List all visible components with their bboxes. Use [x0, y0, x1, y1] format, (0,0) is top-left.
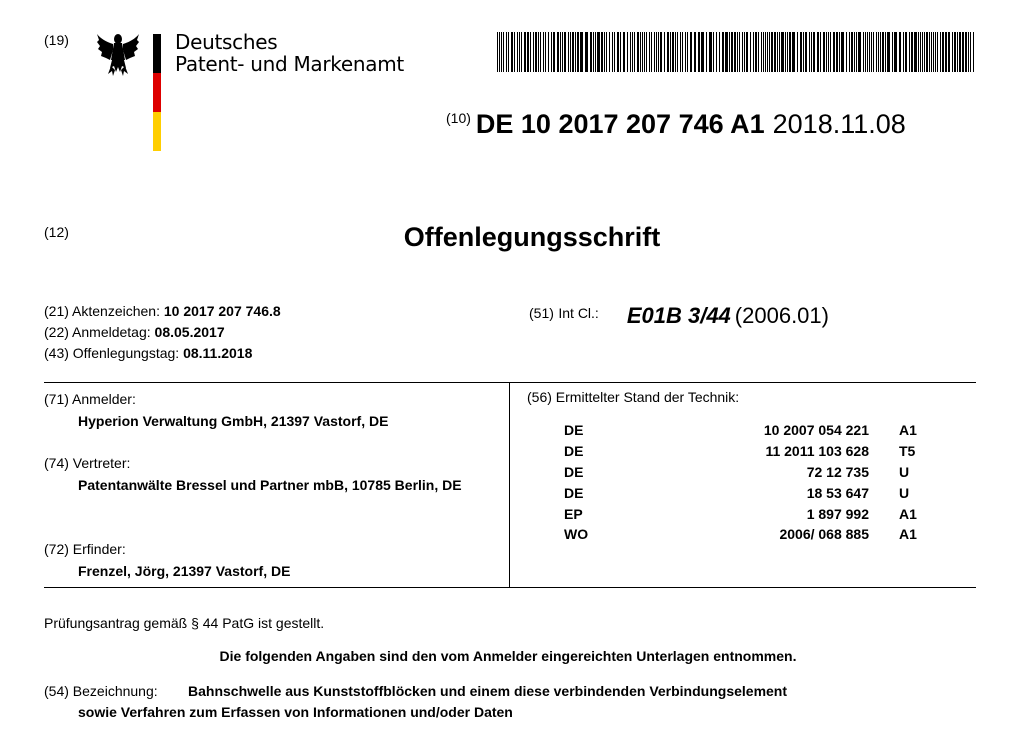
barcode-bar — [809, 32, 810, 72]
barcode-bar — [863, 32, 864, 72]
barcode-bar — [706, 32, 707, 72]
barcode-bar — [750, 32, 751, 72]
barcode-bar — [892, 32, 893, 72]
barcode-bar — [519, 32, 520, 72]
barcode-bar — [800, 32, 802, 72]
office-name-line1: Deutsches — [175, 30, 278, 54]
filing-date-label: Anmeldetag: — [72, 324, 151, 340]
invention-title-line2: sowie Verfahren zum Erfassen von Informationen und/oder Daten — [78, 704, 513, 720]
barcode-bar — [617, 32, 619, 72]
barcode-bar — [922, 32, 923, 72]
barcode-bar — [719, 32, 720, 72]
barcode-bar — [517, 32, 518, 72]
barcode-bar — [670, 32, 671, 72]
barcode-bar — [836, 32, 838, 72]
barcode-bar — [942, 32, 944, 72]
prior-art-number: 18 53 647 — [806, 484, 869, 501]
barcode-bar — [530, 32, 531, 72]
barcode-bar — [865, 32, 866, 72]
ipc-version: (2006.01) — [734, 303, 829, 328]
representative-label: Vertreter: — [72, 455, 131, 471]
barcode-bar — [716, 32, 717, 72]
applicant-notice: Die folgenden Angaben sind den vom Anmelder eingereichten Unterlagen entnommen. — [219, 648, 797, 664]
barcode-bar — [597, 32, 600, 72]
document-type-title: Offenlegungsschrift — [403, 222, 661, 252]
barcode-bar — [649, 32, 650, 72]
barcode-bar — [564, 32, 566, 72]
inid-code-51: (51) — [529, 305, 554, 321]
barcode-bar — [511, 32, 513, 72]
filing-date-row — [44, 324, 225, 340]
inventor-label: Erfinder: — [72, 541, 126, 557]
title-label: Bezeichnung: — [72, 683, 158, 699]
barcode-bar — [876, 32, 877, 72]
prior-art-row — [564, 462, 917, 483]
barcode-bar — [677, 32, 678, 72]
barcode-bar — [664, 32, 665, 72]
barcode-bar — [609, 32, 610, 72]
barcode-bar — [828, 32, 829, 72]
barcode-bar — [524, 32, 526, 72]
barcode-bar — [540, 32, 541, 72]
barcode-bar — [849, 32, 850, 72]
file-number-row — [44, 303, 281, 319]
federal-eagle-icon — [96, 30, 140, 78]
barcode-bar — [858, 32, 861, 72]
barcode-bar — [742, 32, 743, 72]
barcode-bar — [575, 32, 576, 72]
barcode-bar — [924, 32, 925, 72]
barcode-bar — [885, 32, 886, 72]
barcode-bar — [820, 32, 821, 72]
barcode-bar — [948, 32, 950, 72]
prior-art-kind: U — [899, 484, 910, 501]
barcode-bar — [595, 32, 596, 72]
publication-date-row — [44, 345, 252, 361]
barcode-bar — [646, 32, 647, 72]
barcode-bar — [869, 32, 870, 72]
barcode-bar — [642, 32, 643, 72]
barcode-bar — [644, 32, 645, 72]
barcode-bar — [839, 32, 840, 72]
barcode-bar — [817, 32, 819, 72]
barcode-bar — [553, 32, 555, 72]
examination-note: Prüfungsantrag gemäß § 44 PatG ist gestellt. — [44, 615, 325, 631]
barcode-bar — [725, 32, 728, 72]
inventor-label-row — [44, 541, 126, 557]
barcode-bar — [731, 32, 733, 72]
barcode-bar — [606, 32, 607, 72]
barcode-bar — [634, 32, 635, 72]
barcode-bar — [945, 32, 947, 72]
barcode-bar — [841, 32, 844, 72]
barcode-bar — [882, 32, 884, 72]
barcode-bar — [577, 32, 579, 72]
prior-art-row — [564, 482, 917, 503]
barcode-bar — [753, 32, 754, 72]
barcode-bar — [970, 32, 971, 72]
inid-code-10: (10) — [446, 110, 471, 126]
barcode-bar — [680, 32, 681, 72]
barcode-bar — [920, 32, 921, 72]
publication-date-value: 08.11.2018 — [183, 345, 253, 361]
prior-art-country: DE — [564, 422, 584, 439]
barcode-bar — [965, 32, 967, 72]
barcode-bar — [909, 32, 910, 72]
applicant-label-row — [44, 391, 136, 407]
barcode-bar — [873, 32, 874, 72]
barcode-bar — [580, 32, 583, 72]
barcode-bar — [568, 32, 569, 72]
barcode-bar — [929, 32, 930, 72]
inid-code-19: (19) — [44, 32, 69, 48]
barcode-bar — [871, 32, 872, 72]
barcode-bar — [823, 32, 825, 72]
barcode-bar — [779, 32, 780, 72]
barcode-bar — [805, 32, 807, 72]
flag-stripe-black — [153, 34, 161, 73]
barcode-bar — [722, 32, 724, 72]
barcode-bar — [830, 32, 831, 72]
barcode-bar — [557, 32, 559, 72]
barcode-bar — [734, 32, 736, 72]
barcode-bar — [758, 32, 759, 72]
barcode-bar — [632, 32, 633, 72]
barcode-bar — [940, 32, 941, 72]
barcode-bar — [506, 32, 507, 72]
filing-date-value: 08.05.2017 — [154, 324, 225, 340]
prior-art-kind: T5 — [899, 443, 916, 460]
barcode-bar — [503, 32, 504, 72]
barcode-bar — [789, 32, 791, 72]
barcode-bar — [937, 32, 938, 72]
prior-art-country: EP — [564, 505, 583, 522]
prior-art-row — [564, 441, 917, 462]
inid-code-21: (21) — [44, 303, 69, 319]
barcode-bar — [851, 32, 853, 72]
barcode-bar — [973, 32, 974, 72]
barcode-bar — [709, 32, 712, 72]
publication-date-label: Offenlegungstag: — [72, 345, 180, 361]
barcode-bar — [833, 32, 835, 72]
barcode-bar — [797, 32, 798, 72]
barcode-bar — [918, 32, 919, 72]
barcode-bar — [593, 32, 594, 72]
barcode-bar — [533, 32, 534, 72]
flag-stripe-red — [153, 73, 161, 112]
divider-bottom — [44, 587, 976, 588]
barcode-bar — [905, 32, 907, 72]
barcode-bar — [637, 32, 639, 72]
ipc-value: E01B 3/44 — [626, 303, 731, 328]
ipc-classification — [529, 303, 829, 329]
barcode-bar — [767, 32, 768, 72]
barcode-bar — [560, 32, 561, 72]
barcode-bar — [771, 32, 773, 72]
barcode-bar — [935, 32, 936, 72]
barcode-bar — [777, 32, 778, 72]
barcode-bar — [954, 32, 956, 72]
barcode-bar — [572, 32, 574, 72]
prior-art-kind: A1 — [899, 422, 917, 439]
barcode-bar — [590, 32, 592, 72]
prior-art-kind: U — [899, 463, 910, 480]
barcode-bar — [803, 32, 804, 72]
prior-art-country: DE — [564, 463, 584, 480]
inid-code-72: (72) — [44, 541, 69, 557]
barcode-bar — [499, 32, 500, 72]
barcode-bar — [698, 32, 700, 72]
barcode-bar — [614, 32, 615, 72]
barcode-bar — [787, 32, 788, 72]
barcode-bar — [887, 32, 890, 72]
barcode-bar — [527, 32, 529, 72]
barcode-bar — [813, 32, 815, 72]
barcode-bar — [854, 32, 855, 72]
prior-art-kind: A1 — [899, 505, 917, 522]
barcode-bar — [548, 32, 549, 72]
barcode-bar — [846, 32, 847, 72]
prior-art-row — [564, 524, 917, 545]
prior-art-country: DE — [564, 484, 584, 501]
barcode-bar — [737, 32, 738, 72]
barcode-bar — [867, 32, 868, 72]
barcode-bar — [856, 32, 857, 72]
barcode-bar — [620, 32, 621, 72]
flag-stripe-gold — [153, 112, 161, 151]
barcode-bar — [781, 32, 784, 72]
barcode-bar — [880, 32, 881, 72]
barcode-bar — [713, 32, 714, 72]
barcode-bar — [627, 32, 628, 72]
barcode-bar — [545, 32, 546, 72]
barcode-bar — [623, 32, 625, 72]
barcode-bar — [959, 32, 961, 72]
barcode-bar — [962, 32, 964, 72]
barcode-bar — [914, 32, 917, 72]
barcode — [497, 32, 974, 72]
barcode-bar — [672, 32, 674, 72]
representative-value: Patentanwälte Bressel und Partner mbB, 10785 Berlin, DE — [78, 477, 462, 493]
inid-code-43: (43) — [44, 345, 69, 361]
barcode-bar — [903, 32, 904, 72]
barcode-bar — [685, 32, 686, 72]
prior-art-row — [564, 420, 917, 441]
inid-code-71: (71) — [44, 391, 69, 407]
barcode-bar — [682, 32, 683, 72]
barcode-bar — [761, 32, 762, 72]
publication-date: 2018.11.08 — [772, 109, 906, 139]
barcode-bar — [968, 32, 969, 72]
prior-art-number: 72 12 735 — [806, 463, 869, 480]
barcode-bar — [811, 32, 812, 72]
barcode-bar — [656, 32, 657, 72]
barcode-bar — [931, 32, 932, 72]
office-name — [175, 31, 404, 75]
barcode-bar — [562, 32, 563, 72]
barcode-bar — [746, 32, 748, 72]
inid-code-54: (54) — [44, 683, 69, 699]
invention-title-line1: Bahnschwelle aus Kunststoffblöcken und einem diese verbindenden Verbindungselement — [188, 683, 788, 699]
barcode-bar — [570, 32, 571, 72]
barcode-bar — [957, 32, 958, 72]
barcode-bar — [551, 32, 552, 72]
barcode-bar — [538, 32, 539, 72]
barcode-bar — [497, 32, 498, 72]
barcode-bar — [826, 32, 827, 72]
barcode-bar — [658, 32, 659, 72]
barcode-bar — [630, 32, 631, 72]
barcode-bar — [508, 32, 509, 72]
barcode-bar — [739, 32, 740, 72]
prior-art-kind: A1 — [899, 526, 917, 543]
inid-code-12: (12) — [44, 224, 69, 240]
barcode-bar — [763, 32, 764, 72]
barcode-bar — [667, 32, 669, 72]
prior-art-label: Ermittelter Stand der Technik: — [555, 389, 740, 405]
inid-code-74: (74) — [44, 455, 69, 471]
prior-art-number: 10 2007 054 221 — [763, 422, 869, 439]
file-number-value: 10 2017 207 746.8 — [163, 303, 281, 319]
prior-art-number: 11 2011 103 628 — [765, 443, 869, 460]
publication-number: DE 10 2017 207 746 A1 — [475, 109, 765, 139]
barcode-bar — [601, 32, 603, 72]
barcode-bar — [785, 32, 786, 72]
divider-top — [44, 382, 976, 383]
barcode-bar — [543, 32, 544, 72]
publication-line — [446, 109, 906, 140]
barcode-bar — [501, 32, 502, 72]
barcode-bar — [769, 32, 770, 72]
office-name-line2: Patent- und Markenamt — [175, 52, 404, 76]
barcode-bar — [933, 32, 934, 72]
barcode-bar — [774, 32, 776, 72]
barcode-bar — [701, 32, 704, 72]
barcode-bar — [687, 32, 688, 72]
barcode-bar — [640, 32, 641, 72]
inid-code-56: (56) — [527, 389, 552, 405]
prior-art-label-row — [527, 389, 739, 405]
barcode-bar — [612, 32, 613, 72]
barcode-bar — [792, 32, 795, 72]
barcode-bar — [952, 32, 953, 72]
barcode-bar — [514, 32, 515, 72]
prior-art-country: DE — [564, 443, 584, 460]
prior-art-number: 2006/ 068 885 — [779, 526, 869, 543]
barcode-bar — [878, 32, 879, 72]
ipc-label: Int Cl.: — [558, 305, 599, 321]
applicant-label: Anmelder: — [72, 391, 136, 407]
prior-art-row — [564, 503, 917, 524]
divider-vertical — [509, 382, 510, 588]
german-flag-stripe — [153, 34, 161, 151]
barcode-bar — [521, 32, 522, 72]
barcode-bar — [899, 32, 901, 72]
barcode-bar — [654, 32, 655, 72]
prior-art-number: 1 897 992 — [806, 505, 869, 522]
barcode-bar — [744, 32, 745, 72]
barcode-bar — [694, 32, 696, 72]
barcode-bar — [585, 32, 588, 72]
title-label-row — [44, 683, 158, 699]
barcode-bar — [690, 32, 692, 72]
barcode-bar — [675, 32, 676, 72]
barcode-bar — [926, 32, 928, 72]
representative-label-row — [44, 455, 130, 471]
barcode-bar — [911, 32, 913, 72]
applicant-value: Hyperion Verwaltung GmbH, 21397 Vastorf, DE — [78, 413, 389, 429]
barcode-bar — [755, 32, 757, 72]
file-number-label: Aktenzeichen: — [72, 303, 160, 319]
inventor-value: Frenzel, Jörg, 21397 Vastorf, DE — [78, 563, 291, 579]
barcode-bar — [660, 32, 662, 72]
barcode-bar — [894, 32, 897, 72]
prior-art-country: WO — [564, 526, 589, 543]
barcode-bar — [535, 32, 537, 72]
barcode-bar — [765, 32, 766, 72]
barcode-bar — [651, 32, 652, 72]
barcode-bar — [604, 32, 605, 72]
inid-code-22: (22) — [44, 324, 69, 340]
prior-art-table — [564, 420, 917, 545]
barcode-bar — [729, 32, 730, 72]
